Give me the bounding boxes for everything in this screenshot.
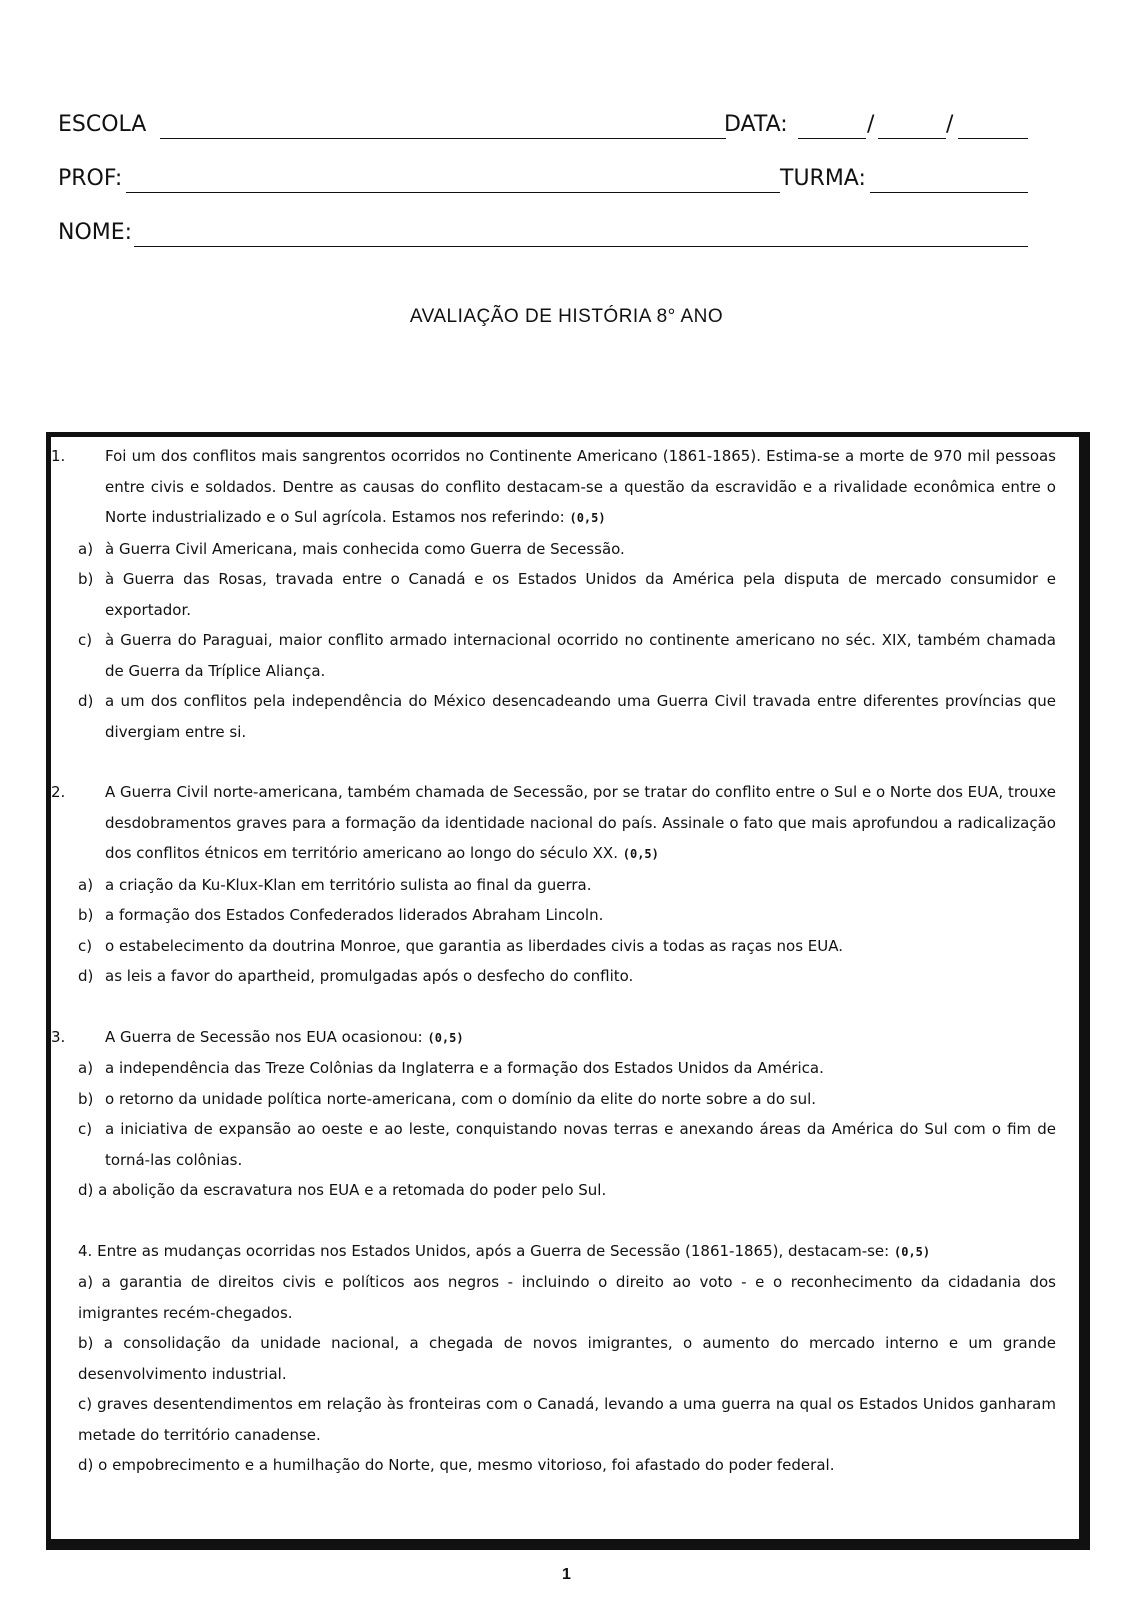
option-letter: b) — [78, 906, 94, 924]
option-text: à Guerra do Paraguai, maior conflito armado internacional ocorrido no continente americano no séc. XIX, também chamada de Guerra da Tríplice Aliança. — [105, 631, 1056, 680]
question-2-option-c[interactable] — [78, 931, 1056, 962]
option-letter: a) — [78, 1273, 94, 1291]
question-4-option-a[interactable] — [78, 1267, 1056, 1328]
page-title: AVALIAÇÃO DE HISTÓRIA 8° ANO — [409, 306, 724, 327]
option-text: a formação dos Estados Confederados liderados Abraham Lincoln. — [105, 906, 604, 924]
date-month-field[interactable] — [878, 138, 946, 139]
question-3-number: 3. — [51, 1027, 66, 1046]
question-1-number: 1. — [51, 447, 66, 465]
question-1-option-d[interactable] — [78, 686, 1056, 747]
option-letter: c) — [78, 631, 93, 649]
question-3-option-b[interactable] — [78, 1084, 1056, 1115]
option-text: a criação da Ku-Klux-Klan em território sulista ao final da guerra. — [105, 875, 592, 894]
option-letter: d) — [78, 1181, 94, 1199]
question-3-text: A Guerra de Secessão nos EUA ocasionou: — [105, 1027, 423, 1046]
escola-label: ESCOLA — [58, 112, 147, 137]
option-letter: b) — [78, 1334, 94, 1352]
option-letter: c) — [78, 936, 93, 955]
option-text: o retorno da unidade política norte-americana, com o domínio da elite do norte sobre a do sul. — [105, 1089, 817, 1108]
question-1-points: (0,5) — [569, 511, 606, 525]
option-letter: d) — [78, 967, 94, 985]
question-4-option-d[interactable] — [78, 1450, 1056, 1481]
escola-field[interactable] — [160, 138, 726, 139]
question-4-option-c[interactable] — [78, 1389, 1056, 1450]
question-4-block — [78, 1236, 1056, 1481]
option-text: o estabelecimento da doutrina Monroe, que garantia as liberdades civis a todas as raças nos EUA. — [105, 936, 843, 955]
option-letter: d) — [78, 692, 94, 710]
question-1-option-b[interactable] — [78, 564, 1056, 625]
question-1-option-a[interactable] — [78, 534, 1056, 565]
question-4-points: (0,5) — [894, 1244, 931, 1259]
question-2-option-b[interactable] — [78, 900, 1056, 931]
question-1 — [51, 441, 1056, 534]
turma-label: TURMA: — [780, 166, 866, 191]
question-4-text: Entre as mudanças ocorridas nos Estados Unidos, após a Guerra de Secessão (1861-1865), destacam-se: — [97, 1241, 890, 1260]
option-text: a consolidação da unidade nacional, a chegada de novos imigrantes, o aumento do mercado interno e um grande desenvolvimento industrial. — [78, 1334, 1056, 1383]
date-year-field[interactable] — [958, 138, 1028, 139]
date-day-field[interactable] — [798, 138, 866, 139]
option-letter: a) — [78, 1059, 94, 1077]
prof-row — [58, 166, 1038, 196]
nome-label: NOME: — [58, 220, 133, 245]
option-text: as leis a favor do apartheid, promulgadas após o desfecho do conflito. — [105, 967, 634, 985]
option-text: à Guerra Civil Americana, mais conhecida como Guerra de Secessão. — [105, 539, 625, 558]
question-4-number: 4. — [78, 1241, 93, 1260]
question-1-text: Foi um dos conflitos mais sangrentos ocorridos no Continente Americano (1861-1865). Estima-se a morte de 970 mil pessoas entre civis e soldados. Dentre as causas do conflito destacam-se a questão da escravidão e a rivalidade econômica entre o Norte industrializado e o Sul agrícola. Estamos nos referindo: — [105, 447, 1056, 526]
question-4 — [78, 1236, 1056, 1268]
option-text: a um dos conflitos pela independência do México desencadeando uma Guerra Civil travada entre diferentes províncias que divergiam entre si. — [105, 692, 1056, 741]
option-text: a independência das Treze Colônias da Inglaterra e a formação dos Estados Unidos da América. — [105, 1059, 824, 1077]
question-2-points: (0,5) — [622, 847, 659, 861]
question-2-text: A Guerra Civil norte-americana, também chamada de Secessão, por se tratar do conflito entre o Sul e o Norte dos EUA, trouxe desdobramentos graves para a formação da identidade nacional do país. Assinale o fato que mais aprofundou a radicalização dos conflitos étnicos em território americano ao longo do século XX. — [105, 783, 1056, 862]
question-3-option-a[interactable] — [78, 1053, 1056, 1084]
option-letter: b) — [78, 570, 94, 588]
question-1-option-c[interactable] — [78, 625, 1056, 686]
option-text: graves desentendimentos em relação às fronteiras com o Canadá, levando a uma guerra na qual os Estados Unidos ganharam metade do território canadense. — [78, 1395, 1056, 1444]
option-text: a iniciativa de expansão ao oeste e ao leste, conquistando novas terras e anexando áreas da América do Sul com o fim de torná-las colônias. — [105, 1120, 1056, 1169]
option-letter: b) — [78, 1089, 94, 1108]
prof-label: PROF: — [58, 166, 123, 191]
question-2-number: 2. — [51, 783, 66, 801]
question-3-option-c[interactable] — [78, 1114, 1056, 1175]
option-letter: a) — [78, 539, 94, 558]
option-text: à Guerra das Rosas, travada entre o Canadá e os Estados Unidos da América pela disputa de mercado consumidor e exportador. — [105, 570, 1056, 619]
option-letter: c) — [78, 1395, 93, 1413]
option-letter: c) — [78, 1120, 93, 1138]
question-3-points: (0,5) — [427, 1030, 464, 1045]
question-3 — [51, 1022, 1056, 1054]
questions-content — [51, 441, 1056, 1481]
option-text: a garantia de direitos civis e políticos aos negros - incluindo o direito ao voto - e o reconhecimento da cidadania dos imigrantes recém-chegados. — [78, 1273, 1056, 1322]
data-label: DATA: — [724, 112, 788, 137]
question-2 — [51, 777, 1056, 870]
option-letter: d) — [78, 1456, 94, 1474]
page-number: 1 — [562, 1566, 571, 1583]
question-3-option-d[interactable] — [78, 1175, 1056, 1206]
nome-field[interactable] — [134, 246, 1028, 247]
date-separator-1: / — [867, 112, 875, 137]
option-text: a abolição da escravatura nos EUA e a retomada do poder pelo Sul. — [98, 1181, 607, 1199]
prof-field[interactable] — [126, 192, 780, 193]
turma-field[interactable] — [870, 192, 1028, 193]
option-text: o empobrecimento e a humilhação do Norte, que, mesmo vitorioso, foi afastado do poder federal. — [98, 1456, 835, 1474]
question-2-option-a[interactable] — [78, 870, 1056, 901]
escola-row — [58, 112, 1038, 142]
option-letter: a) — [78, 875, 94, 894]
question-2-option-d[interactable] — [78, 961, 1056, 992]
nome-row — [58, 220, 1038, 250]
date-separator-2: / — [946, 112, 954, 137]
question-4-option-b[interactable] — [78, 1328, 1056, 1389]
